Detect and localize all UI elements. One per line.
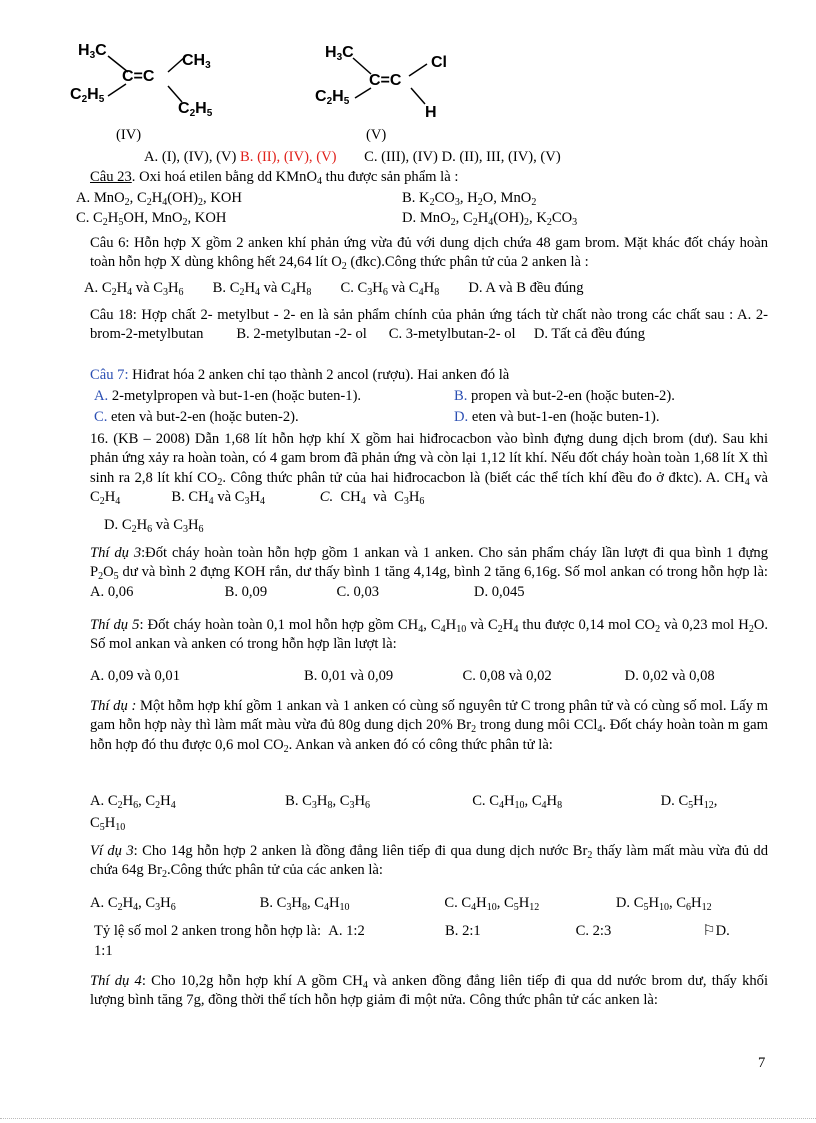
q16: 16. (KB – 2008) Dẫn 1,68 lít hỗn hợp khí X gồm hai hiđrocacbon vào bình đựng dung dịch brom (dư). Sau khi phản ứng xảy ra hoàn toàn, có 4 gam brom đã phản ứng và còn lại 1,12 lít khí. Nếu đốt cháy hoàn toàn 1,68 lít X thì sinh ra 2,8 lít khí $CO_2$. Công thức phân tử của hai hiđrocacbon là (biết các thể tích khí đều đo ở đktc). A. $CH_4$ và $C_2H_4$ B. $CH_4$ và $C_3H_4$ C. $CH_4$ và $C_3H_6$ xyxy=(90,431,768,508)
example-3: Thí dụ 3:Đốt cháy hoàn toàn hỗn hợp gồm 1 ankan và 1 anken. Cho sản phẩm cháy lần lượt đi qua bình 1 đựng $P_2O_5$ dư và bình 2 đựng KOH rắn, dư thấy bình 1 tăng 4,14g, bình 2 tăng 6,16g. Số mol ankan có trong hỗn hợp là: A. 0,06 B. 0,09 C. 0,03 D. 0,045 xyxy=(90,545,769,600)
v-h: H xyxy=(425,104,437,121)
iv-c2h5-left: $C_2H_5$ xyxy=(70,86,105,105)
v-double-bond: C=C xyxy=(369,72,402,89)
footer-divider xyxy=(0,1118,816,1119)
q7-stem: Câu 7: Hiđrat hóa 2 anken chỉ tạo thành 2 ancol (rượu). Hai anken đó là xyxy=(90,367,510,383)
q7-option-d: D. eten và but-1-en (hoặc buten-1). xyxy=(454,409,660,425)
q23-label: Câu 23 xyxy=(90,169,132,185)
q7-option-a: A. 2-metylpropen và but-1-en (hoặc buten-1). xyxy=(94,388,362,404)
q18: Câu 18: Hợp chất 2- metylbut - 2- en là sản phẩm chính của phản ứng tách từ chất nào trong các chất sau : A. 2-brom-2-metylbutan B. 2-metylbutan -2- ol C. 3-metylbutan-2- ol D. Tất cả đều đúng xyxy=(90,307,768,343)
q23-option-a: A. MnO$_2$, $C_2H_4(OH)_2$, KOH xyxy=(76,190,242,208)
q7-option-c: C. eten và but-2-en (hoặc buten-2). xyxy=(94,409,299,425)
prev-answer-a: A. (I), (IV), (V) xyxy=(144,149,237,165)
example-5-options: A. 0,09 và 0,01 B. 0,01 và 0,09 C. 0,08 và 0,02 D. 0,02 và 0,08 xyxy=(90,668,715,684)
prev-answer-b: B. (II), (IV), (V) xyxy=(240,149,337,165)
structure-v-label: (V) xyxy=(366,127,387,143)
iv-double-bond: C=C xyxy=(122,68,155,85)
v-cl: Cl xyxy=(431,54,447,71)
q23-option-b: B. $K_2CO_3$, $H_2O$, MnO$_2$ xyxy=(402,190,537,208)
q23-option-d: D. MnO$_2$, $C_2H_4(OH)_2$, $K_2CO_3$ xyxy=(402,210,578,228)
q16-option-d: D. $C_2H_6$ và $C_3H_6$ xyxy=(104,517,204,535)
q6-stem: Câu 6: Hỗn hợp X gồm 2 anken khí phản ứng vừa đủ với dung dịch chứa 48 gam brom. Mặt khác đốt cháy hoàn toàn hỗn hợp X dùng không hết 24,64 lít $O_2$ (đkc).Công thức phân tử của 2 anken là : xyxy=(90,235,768,273)
q7-option-b: B. propen và but-2-en (hoặc buten-2). xyxy=(454,388,675,404)
ratio-question-d-cont: 1:1 xyxy=(94,943,113,959)
iv-h3c: $H_3C$ xyxy=(78,42,107,61)
structure-iv xyxy=(70,38,230,128)
example-generic-option-d-cont: $C_5H_{10}$ xyxy=(90,815,126,833)
example-generic: Thí dụ : Một hỗm hợp khí gồm 1 ankan và 1 anken có cùng số nguyên tử C trong phân tử và có cùng số mol. Lấy m gam hỗn hợp này thì làm mất màu vừa đủ 80g dung dịch 20% $Br_2$ trong dung môi CCl$_4$. Đốt cháy hoàn toàn m gam hỗn hợp đó thu được 0,6 mol $CO_2$. Ankan và anken đó có công thức phân tử là: xyxy=(90,698,769,755)
prev-answers xyxy=(144,148,561,167)
example-5: Thí dụ 5: Đốt cháy hoàn toàn 0,1 mol hỗn hợp gồm $CH_4$, $C_4H_{10}$ và $C_2H_4$ thu được 0,14 mol $CO_2$ và 0,23 mol $H_2O$. Số mol ankan và anken có trong hỗn hợp lần lượt là: xyxy=(90,617,769,653)
q23-stem: Câu 23. Oxi hoá etilen bằng dd KMnO$_4$ thu được sản phẩm là : xyxy=(90,169,459,187)
example-vd3: Ví dụ 3: Cho 14g hỗn hợp 2 anken là đồng đẳng liên tiếp đi qua dung dịch nước $Br_2$ thấy làm mất màu vừa đủ dd chứa 64g $Br_2.Công$ thức phân tử của các anken là: xyxy=(90,843,768,881)
q23-option-c: C. $C_2H_5OH$, MnO$_2$, KOH xyxy=(76,210,227,228)
example-4: Thí dụ 4: Cho 10,2g hỗn hợp khí A gồm $CH_4$ và anken đồng đẳng liên tiếp đi qua dd nước brom dư, thấy khối lượng bình tăng 7g, đồng thời thể tích hỗn hợp giảm đi một nửa. Công thức phân tử các anken là: xyxy=(90,973,769,1009)
iv-ch3: $CH_3$ xyxy=(182,52,211,71)
v-c2h5: $C_2H_5$ xyxy=(315,88,350,107)
prev-answer-d: D. (II), III, (IV), (V) xyxy=(441,149,561,165)
q6-options: A. $C_2H_4$ và $C_3H_6$ B. $C_2H_4$ và $C_4H_8$ C. $C_3H_6$ và $C_4H_8$ D. A và B đều đúng xyxy=(84,280,584,298)
example-vd3-options: A. $C_2H_4$, $C_3H_6$ B. $C_3H_8$, $C_4H_{10}$ C. $C_4H_{10}$, $C_5H_{12}$ D. $C_5H_{10}$, $C_6H_{12}$ xyxy=(90,895,712,913)
structure-iv-label: (IV) xyxy=(116,127,142,143)
structure-v xyxy=(315,42,475,132)
example-generic-options: A. $C_2H_6$, $C_2H_4$ B. $C_3H_8$, $C_3H_6$ C. $C_4H_{10}$, $C_4H_8$ D. $C_5H_{12}$, xyxy=(90,793,718,811)
v-h3c: $H_3C$ xyxy=(325,44,354,63)
iv-c2h5-right: $C_2H_5$ xyxy=(178,100,213,119)
page-number: 7 xyxy=(758,1055,766,1071)
ratio-question: Tỷ lệ số mol 2 anken trong hỗn hợp là: A. 1:2 B. 2:1 C. 2:3 ⚐D. xyxy=(94,923,730,939)
flag-icon: ⚐ xyxy=(702,923,716,939)
prev-answer-c: C. (III), (IV) xyxy=(364,149,438,165)
